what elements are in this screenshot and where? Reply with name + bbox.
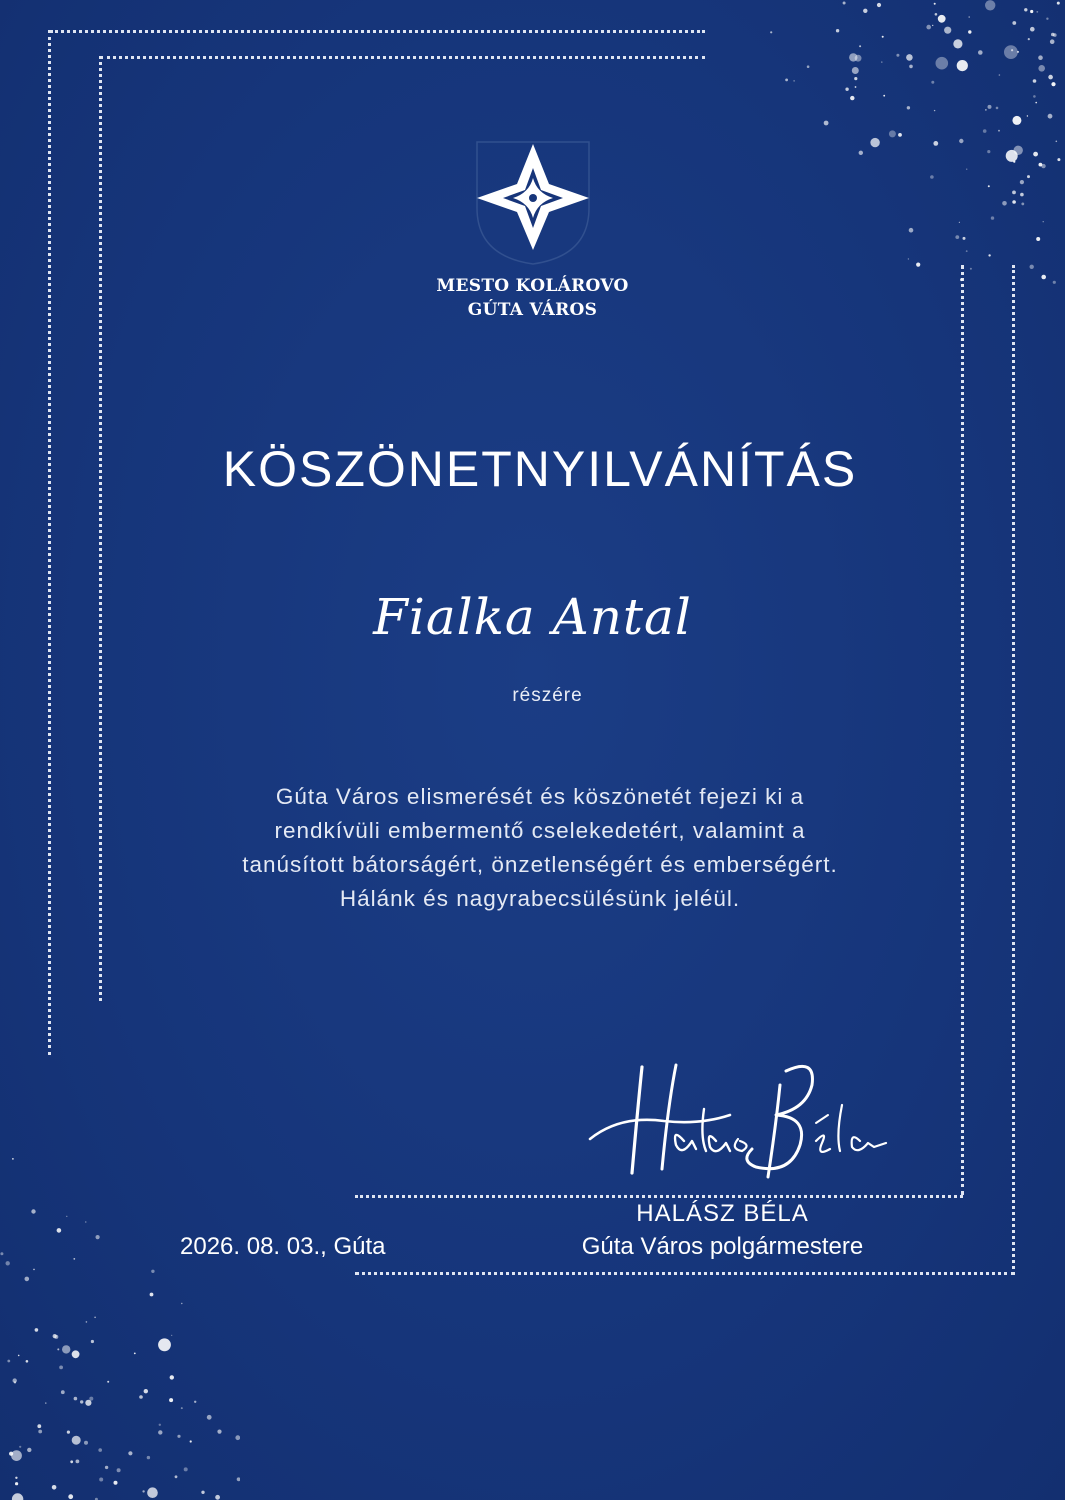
body-line: Hálánk és nagyrabecsülésünk jeléül. xyxy=(339,886,741,911)
sparkle-dot xyxy=(991,216,994,219)
sparkle-dot xyxy=(1027,175,1030,178)
sparkle-dot xyxy=(170,1375,174,1379)
sparkle-dot xyxy=(1051,33,1055,37)
sparkle-dot xyxy=(184,1467,188,1471)
sparkle-dot xyxy=(25,1277,30,1282)
sparkle-dot xyxy=(86,1321,88,1323)
sparkle-dot xyxy=(988,254,990,256)
sparkle-dot xyxy=(998,130,1000,132)
sparkle-dot xyxy=(1014,146,1023,155)
sparkle-decoration-top-right xyxy=(765,0,1065,290)
sparkle-dot xyxy=(1021,203,1024,206)
sparkle-dot xyxy=(150,1293,154,1297)
sparkle-dot xyxy=(151,1270,154,1273)
sparkle-dot xyxy=(889,130,896,137)
sparkle-dot xyxy=(896,54,899,57)
sparkle-dot xyxy=(999,74,1001,76)
sparkle-dot xyxy=(1039,163,1043,167)
sparkle-dot xyxy=(854,77,857,80)
sparkle-dot xyxy=(12,1493,23,1500)
frame-dotted-line xyxy=(355,1195,963,1198)
sparkle-dot xyxy=(68,1494,73,1499)
sparkle-dot xyxy=(1030,265,1034,269)
sparkle-dot xyxy=(883,95,885,97)
sparkle-dot xyxy=(944,27,951,34)
sparkle-dot xyxy=(1033,95,1036,98)
sparkle-dot xyxy=(1004,45,1018,59)
sparkle-dot xyxy=(38,1430,42,1434)
sparkle-dot xyxy=(12,1158,14,1160)
frame-dotted-line xyxy=(1012,265,1015,1275)
sparkle-dot xyxy=(94,1317,96,1319)
sparkle-dot xyxy=(114,1481,118,1485)
sparkle-dot xyxy=(932,25,933,26)
sparkle-dot xyxy=(852,67,859,74)
sparkle-dot xyxy=(935,13,938,16)
sparkle-dot xyxy=(988,105,992,109)
sparkle-dot xyxy=(171,1335,172,1336)
sparkle-dot xyxy=(181,1407,183,1409)
sparkle-dot xyxy=(934,110,935,111)
sparkle-dot xyxy=(74,1397,78,1401)
sparkle-dot xyxy=(33,1269,35,1271)
body-line: rendkívüli embermentő cselekedetért, valamint a xyxy=(274,818,806,843)
organization-name-line-1: MESTO KOLÁROVO xyxy=(436,276,629,296)
sparkle-dot xyxy=(66,1216,67,1217)
sparkle-dot xyxy=(870,138,879,147)
sparkle-dot xyxy=(898,133,902,137)
sparkle-dot xyxy=(1017,51,1019,53)
sparkle-dot xyxy=(959,139,963,143)
sparkle-dot xyxy=(963,237,966,240)
sparkle-dot xyxy=(76,1460,80,1464)
sparkle-dot xyxy=(99,1478,103,1482)
city-coat-of-arms-star-icon xyxy=(473,138,593,268)
sparkle-dot xyxy=(72,1350,80,1358)
sparkle-dot xyxy=(1048,114,1053,119)
sparkle-dot xyxy=(1028,38,1030,40)
sparkle-dot xyxy=(933,141,938,146)
sparkle-dot xyxy=(84,1441,88,1445)
sparkle-dot xyxy=(235,1435,240,1440)
sparkle-dot xyxy=(850,96,854,100)
sparkle-dot xyxy=(978,50,983,55)
sparkle-dot xyxy=(139,1395,143,1399)
sparkle-dot xyxy=(15,1482,18,1485)
body-line: Gúta Város elismerését és köszönetét fejezi ki a xyxy=(275,784,805,809)
sparkle-dot xyxy=(45,1402,46,1403)
organization-name-line-2: GÚTA VÁROS xyxy=(467,300,598,320)
sparkle-dot xyxy=(72,1436,81,1445)
sparkle-dot xyxy=(938,15,946,23)
sparkle-dot xyxy=(217,1430,221,1434)
sparkle-dot xyxy=(1012,191,1016,195)
signer-title: Gúta Város polgármestere xyxy=(581,1233,864,1260)
sparkle-dot xyxy=(15,1477,17,1479)
sparkle-dot xyxy=(908,258,909,259)
sparkle-dot xyxy=(985,109,986,110)
sparkle-dot xyxy=(909,65,913,69)
sparkle-dot xyxy=(158,1430,162,1434)
frame-dotted-line xyxy=(100,56,705,59)
sparkle-dot xyxy=(968,30,971,33)
sparkle-dot xyxy=(845,88,848,91)
sparkle-dot xyxy=(62,1345,70,1353)
sparkle-dot xyxy=(107,1381,109,1383)
sparkle-dot xyxy=(843,2,846,5)
sparkle-dot xyxy=(13,1378,17,1382)
sparkle-dot xyxy=(807,65,810,68)
sparkle-dot xyxy=(1057,158,1060,161)
sparkle-dot xyxy=(916,263,920,267)
sparkle-dot xyxy=(1030,27,1035,32)
sparkle-dot xyxy=(158,1338,171,1351)
sparkle-dot xyxy=(907,106,910,109)
sparkle-dot xyxy=(957,60,968,71)
sparkle-dot xyxy=(1036,11,1038,13)
sparkle-dot xyxy=(877,3,881,7)
sparkle-dot xyxy=(96,1235,100,1239)
sparkle-dot xyxy=(85,1221,86,1222)
sparkle-dot xyxy=(37,1424,41,1428)
sparkle-dot xyxy=(1048,75,1053,80)
sparkle-dot xyxy=(80,1400,83,1403)
sparkle-dot xyxy=(1012,200,1016,204)
sparkle-dot xyxy=(966,169,967,170)
sparkle-dot xyxy=(968,16,970,18)
sparkle-dot xyxy=(1013,161,1015,163)
sparkle-dot xyxy=(105,1466,108,1469)
sparkle-dot xyxy=(966,250,968,252)
sparkle-dot xyxy=(985,0,995,10)
sparkle-dot xyxy=(177,1435,180,1438)
sparkle-dot xyxy=(931,81,934,84)
sparkle-dot xyxy=(26,1360,29,1363)
sparkle-dot xyxy=(35,1328,39,1332)
sparkle-dot xyxy=(147,1456,150,1459)
sparkle-dot xyxy=(85,1400,91,1406)
sparkle-dot xyxy=(201,1491,204,1494)
sparkle-dot xyxy=(926,25,931,30)
sparkle-dot xyxy=(7,1360,10,1363)
sparkle-dot xyxy=(61,1390,65,1394)
certificate-title: KÖSZÖNETNYILVÁNÍTÁS xyxy=(222,441,858,497)
sparkle-dot xyxy=(983,129,987,133)
sparkle-dot xyxy=(930,175,934,179)
sparkle-dot xyxy=(31,1209,35,1213)
sparkle-dot xyxy=(98,1448,102,1452)
frame-dotted-line xyxy=(48,30,51,1055)
sparkle-dot xyxy=(91,1340,94,1343)
sparkle-dot xyxy=(1024,8,1027,11)
sparkle-dot xyxy=(6,1261,10,1265)
sparkle-dot xyxy=(953,39,962,48)
sparkle-dot xyxy=(1051,82,1055,86)
sparkle-dot xyxy=(824,121,829,126)
sparkle-dot xyxy=(169,1398,173,1402)
sparkle-dot xyxy=(70,1460,73,1463)
handwritten-signature xyxy=(580,1045,890,1195)
sparkle-dot xyxy=(117,1468,121,1472)
sparkle-dot xyxy=(1036,237,1040,241)
sparkle-dot xyxy=(859,45,861,47)
sparkle-dot xyxy=(836,29,839,32)
sparkle-dot xyxy=(1012,21,1016,25)
sparkle-dot xyxy=(909,228,914,233)
sparkle-dot xyxy=(1035,102,1037,104)
signer-name: HALÁSZ BÉLA xyxy=(636,1200,809,1227)
sparkle-dot xyxy=(1020,180,1024,184)
sparkle-dot xyxy=(128,1451,132,1455)
sparkle-dot xyxy=(181,1303,182,1304)
sparkle-dot xyxy=(1057,2,1060,5)
sparkle-dot xyxy=(988,185,990,187)
sparkle-dot xyxy=(215,1495,220,1500)
sparkle-dot xyxy=(142,1490,144,1492)
sparkle-dot xyxy=(1011,49,1013,51)
sparkle-dot xyxy=(1020,193,1024,197)
sparkle-dot xyxy=(881,61,882,62)
frame-dotted-line xyxy=(50,30,705,33)
sparkle-dot xyxy=(194,1401,196,1403)
sparkle-dot xyxy=(237,1477,240,1481)
sparkle-dot xyxy=(863,9,867,13)
sparkle-dot xyxy=(11,1450,22,1461)
sparkle-dot xyxy=(987,150,990,153)
sparkle-dot xyxy=(785,79,788,82)
for-label: részére xyxy=(512,685,583,706)
sparkle-dot xyxy=(67,1431,70,1434)
sparkle-dot xyxy=(970,268,972,270)
sparkle-dot xyxy=(770,31,772,33)
sparkle-dot xyxy=(1038,55,1043,60)
body-line: tanúsított bátorságért, önzetlenségért és emberségért. xyxy=(242,852,838,877)
sparkle-dot xyxy=(175,1475,178,1478)
sparkle-dot xyxy=(855,55,862,62)
sparkle-dot xyxy=(955,235,959,239)
sparkle-dot xyxy=(73,1258,75,1260)
sparkle-dot xyxy=(859,151,863,155)
sparkle-dot xyxy=(996,107,999,110)
sparkle-dot xyxy=(27,1448,31,1452)
frame-dotted-line xyxy=(961,265,964,1195)
sparkle-dot xyxy=(882,36,884,38)
sparkle-dot xyxy=(1002,201,1007,206)
sparkle-dot xyxy=(959,222,960,223)
sparkle-dot xyxy=(57,1228,62,1233)
sparkle-dot xyxy=(1038,65,1045,72)
sparkle-dot xyxy=(934,3,936,5)
sparkle-dot xyxy=(144,1389,148,1393)
frame-dotted-line xyxy=(355,1272,1015,1275)
sparkle-dot xyxy=(1056,141,1058,143)
sparkle-dot xyxy=(1027,115,1028,116)
sparkle-dot xyxy=(53,1334,57,1338)
sparkle-dot xyxy=(936,57,949,70)
sparkle-dot xyxy=(1050,39,1055,44)
sparkle-dot xyxy=(1012,116,1021,125)
sparkle-dot xyxy=(207,1415,212,1420)
sparkle-dot xyxy=(57,1348,59,1350)
sparkle-dot xyxy=(793,80,794,81)
sparkle-dot xyxy=(59,1366,63,1370)
sparkle-dot xyxy=(147,1487,158,1498)
sparkle-dot xyxy=(855,86,857,88)
sparkle-dot xyxy=(0,1252,3,1255)
sparkle-dot xyxy=(1043,221,1044,222)
date-place: 2026. 08. 03., Gúta xyxy=(180,1233,386,1260)
sparkle-dot xyxy=(1030,10,1033,13)
sparkle-dot xyxy=(1033,79,1037,83)
recipient-name: Fialka Antal xyxy=(373,588,692,646)
sparkle-dot xyxy=(1046,18,1048,20)
sparkle-dot xyxy=(18,1355,20,1357)
sparkle-dot xyxy=(134,1353,136,1355)
sparkle-dot xyxy=(906,54,913,61)
sparkle-dot xyxy=(159,1424,161,1426)
sparkle-dot xyxy=(52,1485,57,1490)
certificate-body xyxy=(140,780,940,916)
frame-dotted-line xyxy=(99,56,102,1001)
sparkle-dot xyxy=(1033,152,1038,157)
sparkle-dot xyxy=(89,1397,93,1401)
sparkle-decoration-bottom-left xyxy=(0,1080,240,1500)
sparkle-dot xyxy=(190,1440,192,1442)
sparkle-dot xyxy=(19,1446,21,1448)
